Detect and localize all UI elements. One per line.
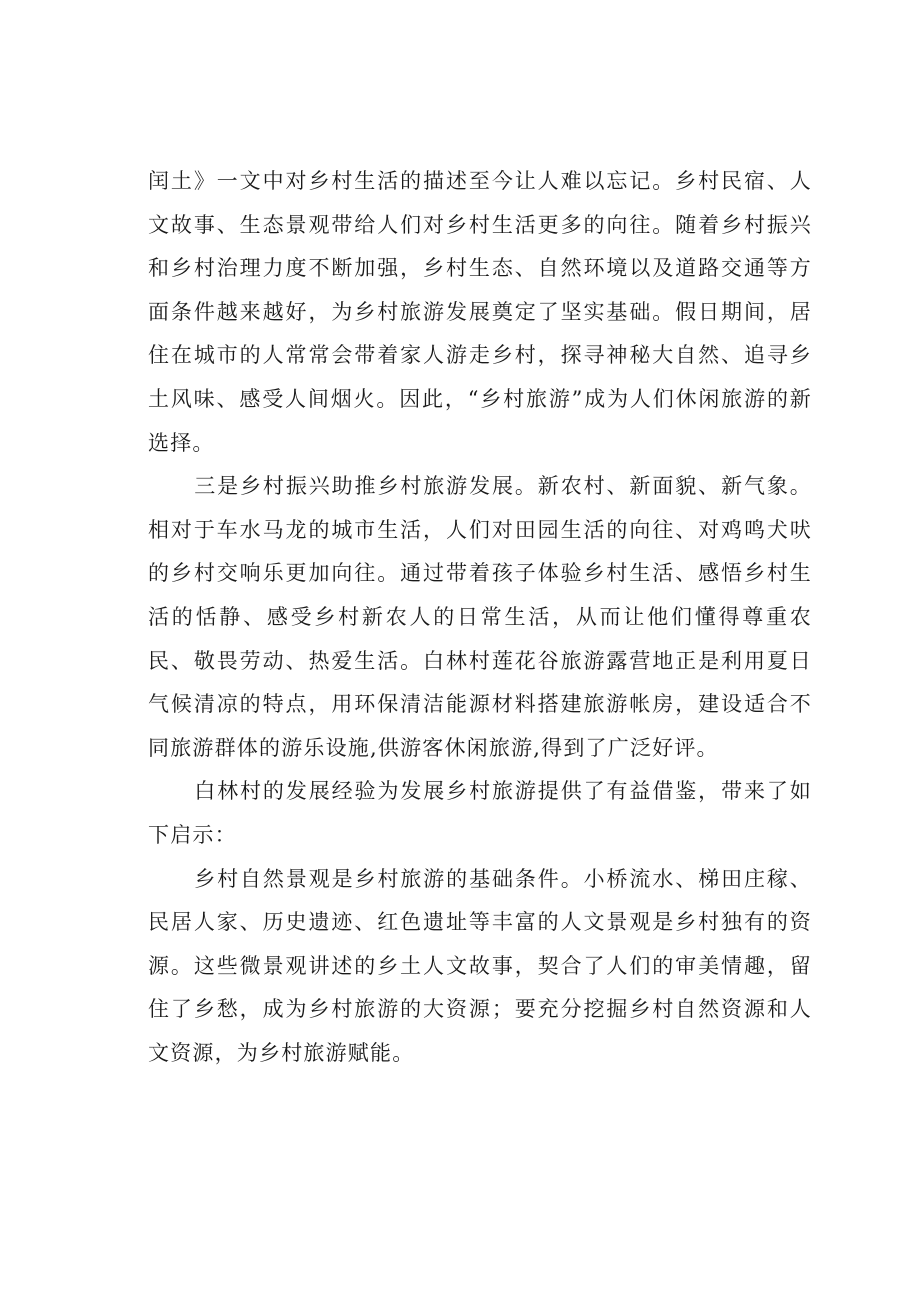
- body-text: [148, 160, 812, 1075]
- paragraph-1: 闰土》一文中对乡村生活的描述至今让人难以忘记。乡村民宿、人文故事、生态景观带给人们对乡村生活更多的向往。随着乡村振兴和乡村治理力度不断加强，乡村生态、自然环境以及道路交通等方面条件越来越好，为乡村旅游发展奠定了坚实基础。假日期间，居住在城市的人常常会带着家人游走乡村，探寻神秘大自然、追寻乡土风味、感受人间烟火。因此，“乡村旅游”成为人们休闲旅游的新选择。: [148, 169, 812, 455]
- paragraph-2: 三是乡村振兴助推乡村旅游发展。新农村、新面貌、新气象。相对于车水马龙的城市生活，人们对田园生活的向往、对鸡鸣犬吠的乡村交响乐更加向往。通过带着孩子体验乡村生活、感悟乡村生活的恬静、感受乡村新农人的日常生活，从而让他们懂得尊重农民、敬畏劳动、热爱生活。白林村莲花谷旅游露营地正是利用夏日气候清凉的特点，用环保清洁能源材料搭建旅游帐房，建设适合不同旅游群体的游乐设施,供游客休闲旅游,得到了广泛好评。: [148, 474, 812, 760]
- paragraph-3: 白林村的发展经验为发展乡村旅游提供了有益借鉴，带来了如下启示：: [148, 779, 812, 847]
- paragraph-4: 乡村自然景观是乡村旅游的基础条件。小桥流水、梯田庄稼、民居人家、历史遗迹、红色遗址等丰富的人文景观是乡村独有的资源。这些微景观讲述的乡土人文故事，契合了人们的审美情趣，留住了乡愁，成为乡村旅游的大资源；要充分挖掘乡村自然资源和人文资源，为乡村旅游赋能。: [148, 866, 812, 1065]
